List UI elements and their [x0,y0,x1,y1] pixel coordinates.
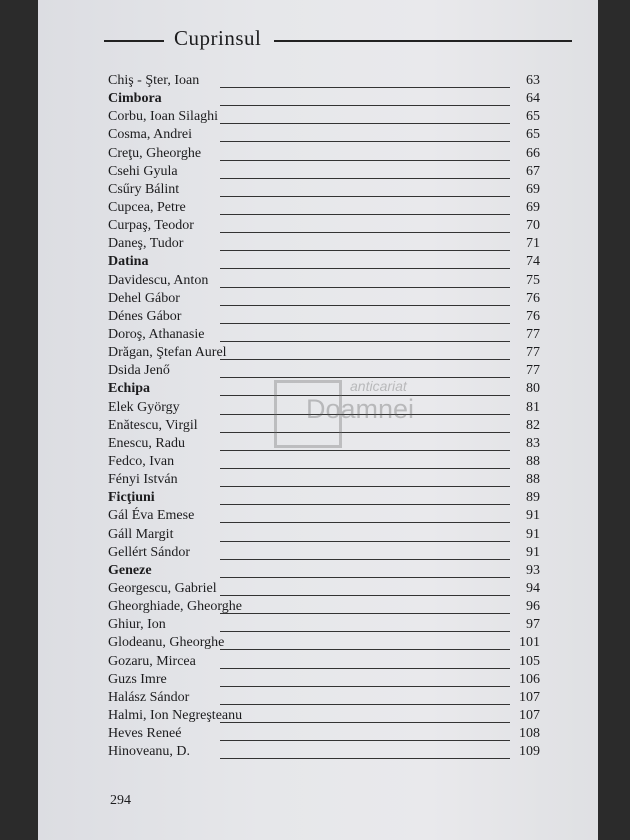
toc-entry-name: Halász Sándor [108,689,190,705]
toc-page-number: 80 [526,381,540,397]
toc-entry-row [108,108,540,126]
toc-leader-line [220,268,510,269]
toc-leader-line [220,486,510,487]
toc-section-row [108,253,540,271]
toc-entry-row [108,598,540,616]
toc-entry-name: Elek György [108,399,180,415]
toc-entry-name: Curpaş, Teodor [108,218,194,234]
toc-entry-name: Fényi István [108,472,178,488]
toc-entry-name: Doroş, Athanasie [108,326,205,342]
toc-leader-line [220,559,510,560]
toc-page-number: 88 [526,453,540,469]
page-header [104,26,564,56]
toc-entry-name: Guzs Imre [108,671,167,687]
toc-page-number: 89 [526,490,540,506]
toc-entry-row [108,725,540,743]
toc-leader-line [220,196,510,197]
toc-entry-name: Enescu, Radu [108,435,185,451]
toc-page-number: 91 [526,508,540,524]
toc-leader-line [220,323,510,324]
toc-page-number: 70 [526,218,540,234]
toc-entry-row [108,326,540,344]
toc-leader-line [220,522,510,523]
page-number: 294 [110,793,131,808]
toc-page-number: 88 [526,472,540,488]
toc-entry-name: Corbu, Ioan Silaghi [108,109,219,125]
watermark-big-text: Doamnei [306,394,415,424]
header-rule-right [274,40,572,42]
toc-page-number: 97 [526,617,540,633]
toc-page-number: 66 [526,145,540,161]
toc-page-number: 91 [526,526,540,542]
toc-page-number: 69 [526,199,540,215]
toc-entry-name: Csűry Bálint [108,181,180,197]
toc-page-number: 77 [526,326,540,342]
toc-page-number: 108 [519,726,540,742]
toc-page-number: 93 [526,562,540,578]
toc-entry-name: Gellért Sándor [108,544,191,560]
toc-leader-line [220,722,510,723]
toc-entry-row [108,707,540,725]
toc-entry-name: Cosma, Andrei [108,127,192,143]
toc-entry-row [108,290,540,308]
toc-page-number: 77 [526,363,540,379]
toc-leader-line [220,468,510,469]
toc-page-number: 82 [526,417,540,433]
toc-page-number: 109 [519,744,540,760]
toc-leader-line [220,613,510,614]
toc-leader-line [220,649,510,650]
toc-page-number: 83 [526,435,540,451]
toc-entry-row [108,580,540,598]
toc-entry-name: Drăgan, Ştefan Aurel [108,345,227,361]
toc-page-number: 96 [526,599,540,615]
toc-entry-name: Geneze [108,562,152,578]
toc-entry-row [108,616,540,634]
toc-entry-name: Dehel Gábor [108,290,180,306]
toc-page-number: 71 [526,236,540,252]
toc-entry-name: Glodeanu, Gheorghe [108,635,225,651]
toc-page-number: 105 [519,653,540,669]
toc-leader-line [220,141,510,142]
watermark-logo [274,372,474,458]
toc-page-number: 101 [519,635,540,651]
toc-leader-line [220,359,510,360]
toc-entry-name: Dénes Gábor [108,308,182,324]
toc-entry-name: Chiş - Şter, Ioan [108,73,200,88]
toc-entry-row [108,471,540,489]
toc-leader-line [220,305,510,306]
toc-page-number: 75 [526,272,540,288]
toc-section-row [108,489,540,507]
toc-page-number: 107 [519,689,540,705]
toc-leader-line [220,541,510,542]
toc-entry-name: Csehi Gyula [108,163,178,179]
toc-page-number: 76 [526,290,540,306]
toc-page-number: 94 [526,580,540,596]
toc-page-number: 65 [526,109,540,125]
toc-entry-name: Creţu, Gheorghe [108,145,202,161]
toc-entry-name: Davidescu, Anton [108,272,209,288]
toc-entry-row [108,344,540,362]
toc-leader-line [220,341,510,342]
toc-entry-row [108,199,540,217]
toc-leader-line [220,105,510,106]
toc-entry-name: Echipa [108,381,151,397]
toc-leader-line [220,178,510,179]
toc-entry-row [108,671,540,689]
toc-leader-line [220,758,510,759]
book-page [38,0,598,840]
toc-leader-line [220,595,510,596]
toc-leader-line [220,214,510,215]
toc-page-number: 64 [526,91,540,107]
toc-section-row [108,562,540,580]
toc-leader-line [220,740,510,741]
toc-entry-name: Heves Reneé [108,726,182,742]
toc-entry-name: Fedco, Ivan [108,453,175,469]
toc-entry-row [108,526,540,544]
toc-leader-line [220,504,510,505]
toc-leader-line [220,160,510,161]
toc-page-number: 106 [519,671,540,687]
toc-entry-name: Dsida Jenő [108,363,170,379]
watermark-small-text: anticariat [350,378,407,394]
toc-leader-line [220,87,510,88]
toc-page-number: 81 [526,399,540,415]
toc-entry-name: Daneş, Tudor [108,236,184,252]
toc-entry-name: Datina [108,254,149,270]
toc-entry-name: Ficţiuni [108,490,155,506]
toc-entry-row [108,272,540,290]
toc-entry-row [108,653,540,671]
toc-leader-line [220,232,510,233]
toc-leader-line [220,577,510,578]
toc-entry-name: Gheorghiade, Gheorghe [108,599,242,615]
toc-page-number: 74 [526,254,540,270]
header-rule-left [104,40,164,42]
toc-page-number: 107 [519,707,540,723]
toc-leader-line [220,668,510,669]
toc-leader-line [220,631,510,632]
toc-entry-name: Georgescu, Gabriel [108,580,217,596]
toc-entry-name: Halmi, Ion Negreşteanu [108,707,243,723]
toc-entry-name: Ghiur, Ion [108,617,166,633]
toc-page-number: 67 [526,163,540,179]
toc-leader-line [220,250,510,251]
toc-page-number: 76 [526,308,540,324]
toc-page-number: 65 [526,127,540,143]
toc-entry-name: Gáll Margit [108,526,174,542]
toc-entry-row [108,181,540,199]
toc-entry-row [108,743,540,761]
toc-page-number: 63 [526,73,540,88]
toc-entry-row [108,544,540,562]
toc-entry-row [108,217,540,235]
toc-entry-row [108,634,540,652]
toc-leader-line [220,686,510,687]
toc-entry-name: Gál Éva Emese [108,508,195,524]
toc-leader-line [220,704,510,705]
toc-entry-row [108,507,540,525]
toc-leader-line [220,287,510,288]
toc-page-number: 69 [526,181,540,197]
toc-entry-row [108,126,540,144]
toc-entry-name: Cimbora [108,91,162,107]
toc-entry-row [108,235,540,253]
toc-entry-name: Gozaru, Mircea [108,653,196,669]
toc-entry-row [108,689,540,707]
page-title: Cuprinsul [174,26,262,50]
toc-entry-row [108,72,540,90]
toc-entry-name: Cupcea, Petre [108,199,186,215]
toc-entry-row [108,145,540,163]
toc-entry-name: Enătescu, Virgil [108,417,198,433]
toc-page-number: 77 [526,345,540,361]
toc-entry-name: Hinoveanu, D. [108,744,191,760]
toc-page-number: 91 [526,544,540,560]
toc-section-row [108,90,540,108]
toc-leader-line [220,123,510,124]
toc-entry-row [108,308,540,326]
toc-entry-row [108,163,540,181]
